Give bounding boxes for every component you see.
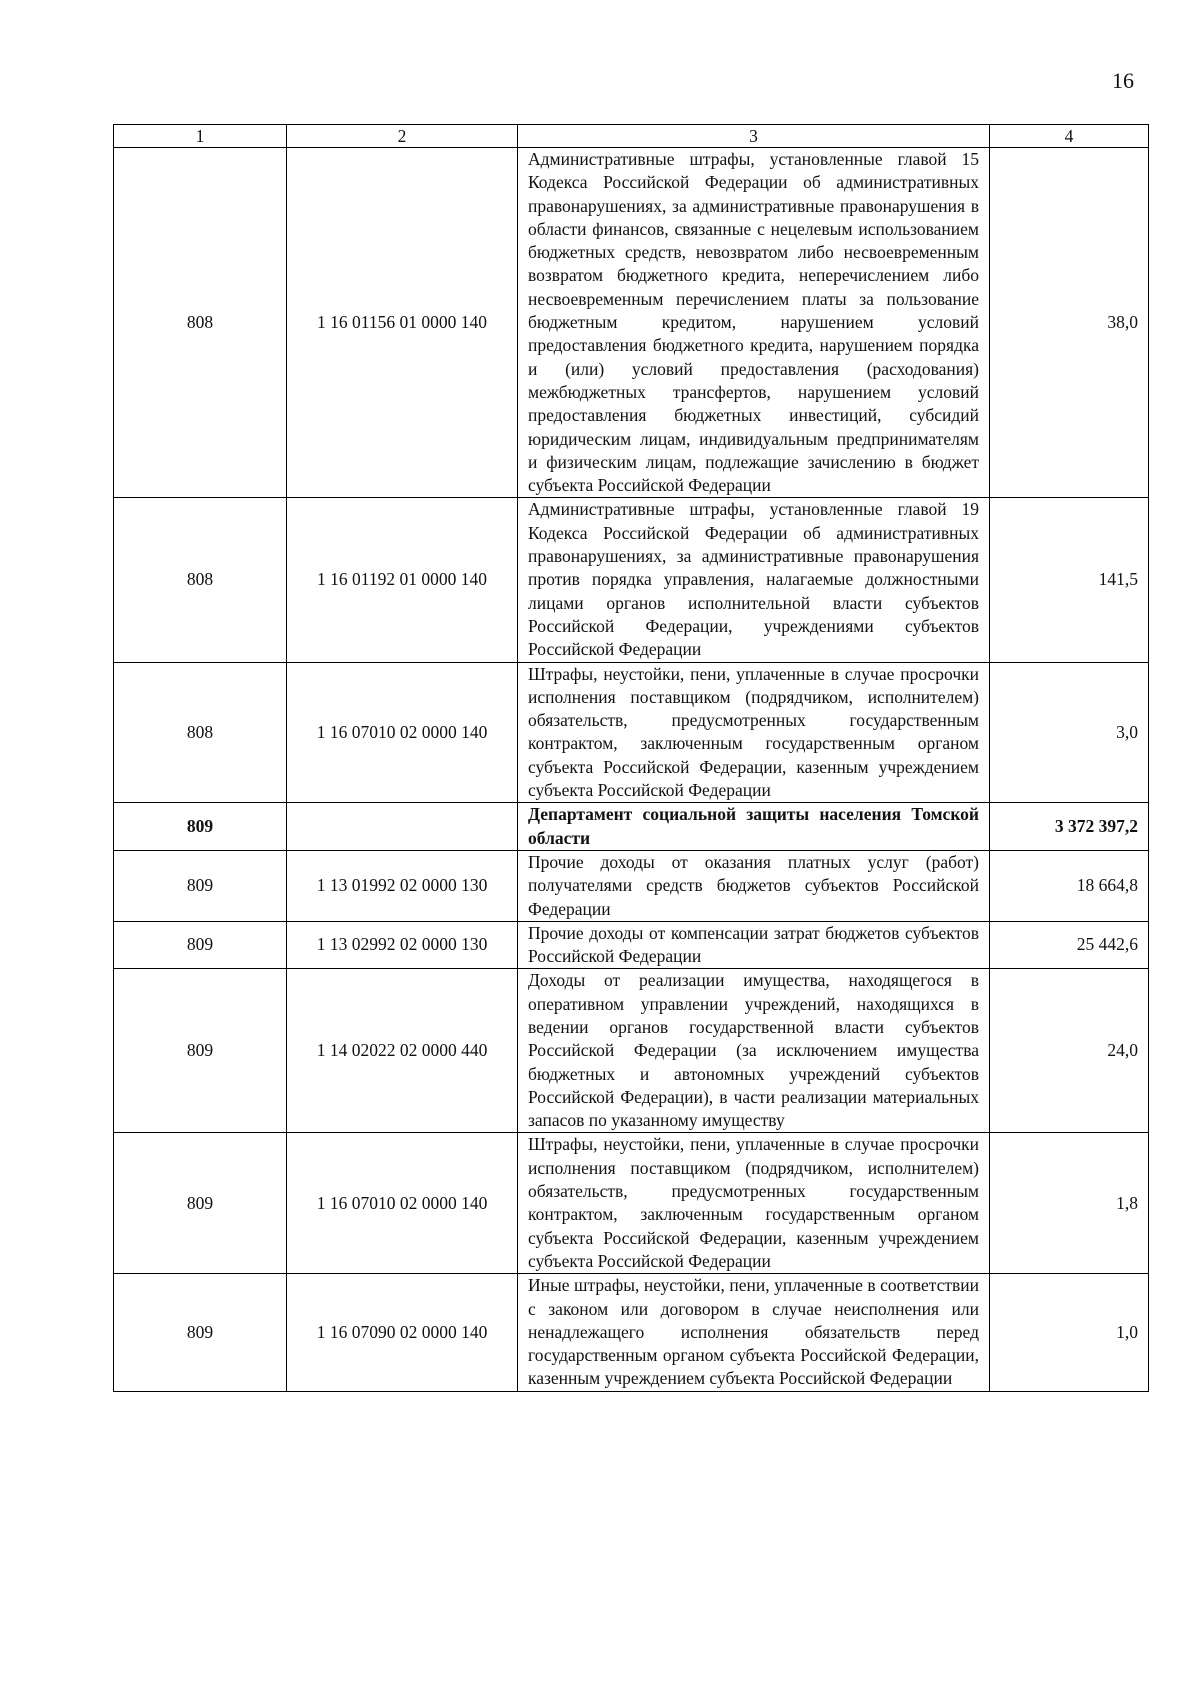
revenue-name-cell: Департамент социальной защиты населения Томской области bbox=[518, 803, 990, 851]
page-number: 16 bbox=[1112, 68, 1134, 93]
revenue-name-cell: Штрафы, неустойки, пени, уплаченные в случае просрочки исполнения поставщиком (подрядчиком, исполнителем) обязательств, предусмотренных государственным контрактом, заключенным государственным органом субъекта Российской Федерации, казенным учреждением субъекта Российской Федерации bbox=[518, 1133, 990, 1274]
revenue-code-cell: 1 16 01192 01 0000 140 bbox=[287, 498, 518, 662]
amount-cell: 141,5 bbox=[990, 498, 1149, 662]
header-col-1: 1 bbox=[114, 125, 287, 148]
table-row bbox=[114, 662, 1149, 803]
header-col-2: 2 bbox=[287, 125, 518, 148]
revenue-name-cell: Административные штрафы, установленные главой 19 Кодекса Российской Федерации об административных правонарушениях, за административные правонарушения против порядка управления, налагаемые должностными лицами органов исполнительной власти субъектов Российской Федерации, учреждениями субъектов Российской Федерации bbox=[518, 498, 990, 662]
revenue-name-cell: Прочие доходы от оказания платных услуг (работ) получателями средств бюджетов субъектов Российской Федерации bbox=[518, 850, 990, 921]
revenue-code-cell: 1 13 02992 02 0000 130 bbox=[287, 921, 518, 969]
revenue-table bbox=[113, 124, 1149, 1392]
table-row bbox=[114, 1133, 1149, 1274]
revenue-code-cell: 1 16 07010 02 0000 140 bbox=[287, 662, 518, 803]
table-row bbox=[114, 969, 1149, 1133]
admin-code-cell: 808 bbox=[114, 662, 287, 803]
header-col-4: 4 bbox=[990, 125, 1149, 148]
revenue-name-cell: Административные штрафы, установленные главой 15 Кодекса Российской Федерации об административных правонарушениях, за административные правонарушения в области финансов, связанные с нецелевым использованием бюджетных средств, невозвратом либо несвоевременным возвратом бюджетного кредита, неперечислением либо несвоевременным перечислением платы за пользование бюджетным кредитом, нарушением условий предоставления бюджетного кредита, нарушением порядка и (или) условий предоставления (расходования) межбюджетных трансфертов, нарушением условий предоставления бюджетных инвестиций, субсидий юридическим лицам, индивидуальным предпринимателям и физическим лицам, подлежащие зачислению в бюджет субъекта Российской Федерации bbox=[518, 148, 990, 498]
table-row bbox=[114, 850, 1149, 921]
admin-code-cell: 809 bbox=[114, 921, 287, 969]
admin-code-cell: 808 bbox=[114, 498, 287, 662]
header-row bbox=[114, 125, 1149, 148]
revenue-code-cell: 1 16 07010 02 0000 140 bbox=[287, 1133, 518, 1274]
table-row bbox=[114, 921, 1149, 969]
admin-code-cell: 809 bbox=[114, 850, 287, 921]
admin-code-cell: 808 bbox=[114, 148, 287, 498]
table-body bbox=[114, 148, 1149, 1392]
revenue-name-cell: Доходы от реализации имущества, находящегося в оперативном управлении учреждений, находящихся в ведении органов государственной власти субъектов Российской Федерации (за исключением имущества бюджетных и автономных учреждений субъектов Российской Федерации), в части реализации материальных запасов по указанному имуществу bbox=[518, 969, 990, 1133]
header-col-3: 3 bbox=[518, 125, 990, 148]
amount-cell: 38,0 bbox=[990, 148, 1149, 498]
revenue-code-cell: 1 16 01156 01 0000 140 bbox=[287, 148, 518, 498]
revenue-code-cell: 1 16 07090 02 0000 140 bbox=[287, 1274, 518, 1391]
admin-code-cell: 809 bbox=[114, 1274, 287, 1391]
amount-cell: 18 664,8 bbox=[990, 850, 1149, 921]
amount-cell: 3,0 bbox=[990, 662, 1149, 803]
amount-cell: 1,8 bbox=[990, 1133, 1149, 1274]
admin-code-cell: 809 bbox=[114, 1133, 287, 1274]
table-row bbox=[114, 148, 1149, 498]
revenue-code-cell: 1 14 02022 02 0000 440 bbox=[287, 969, 518, 1133]
table-row bbox=[114, 803, 1149, 851]
table-row bbox=[114, 498, 1149, 662]
table-row bbox=[114, 1274, 1149, 1391]
amount-cell: 25 442,6 bbox=[990, 921, 1149, 969]
amount-cell: 3 372 397,2 bbox=[990, 803, 1149, 851]
amount-cell: 24,0 bbox=[990, 969, 1149, 1133]
revenue-name-cell: Иные штрафы, неустойки, пени, уплаченные в соответствии с законом или договором в случае неисполнения или ненадлежащего исполнения обязательств перед государственным органом субъекта Российской Федерации, казенным учреждением субъекта Российской Федерации bbox=[518, 1274, 990, 1391]
amount-cell: 1,0 bbox=[990, 1274, 1149, 1391]
revenue-name-cell: Прочие доходы от компенсации затрат бюджетов субъектов Российской Федерации bbox=[518, 921, 990, 969]
admin-code-cell: 809 bbox=[114, 803, 287, 851]
admin-code-cell: 809 bbox=[114, 969, 287, 1133]
revenue-code-cell: 1 13 01992 02 0000 130 bbox=[287, 850, 518, 921]
revenue-code-cell bbox=[287, 803, 518, 851]
revenue-name-cell: Штрафы, неустойки, пени, уплаченные в случае просрочки исполнения поставщиком (подрядчиком, исполнителем) обязательств, предусмотренных государственным контрактом, заключенным государственным органом субъекта Российской Федерации, казенным учреждением субъекта Российской Федерации bbox=[518, 662, 990, 803]
